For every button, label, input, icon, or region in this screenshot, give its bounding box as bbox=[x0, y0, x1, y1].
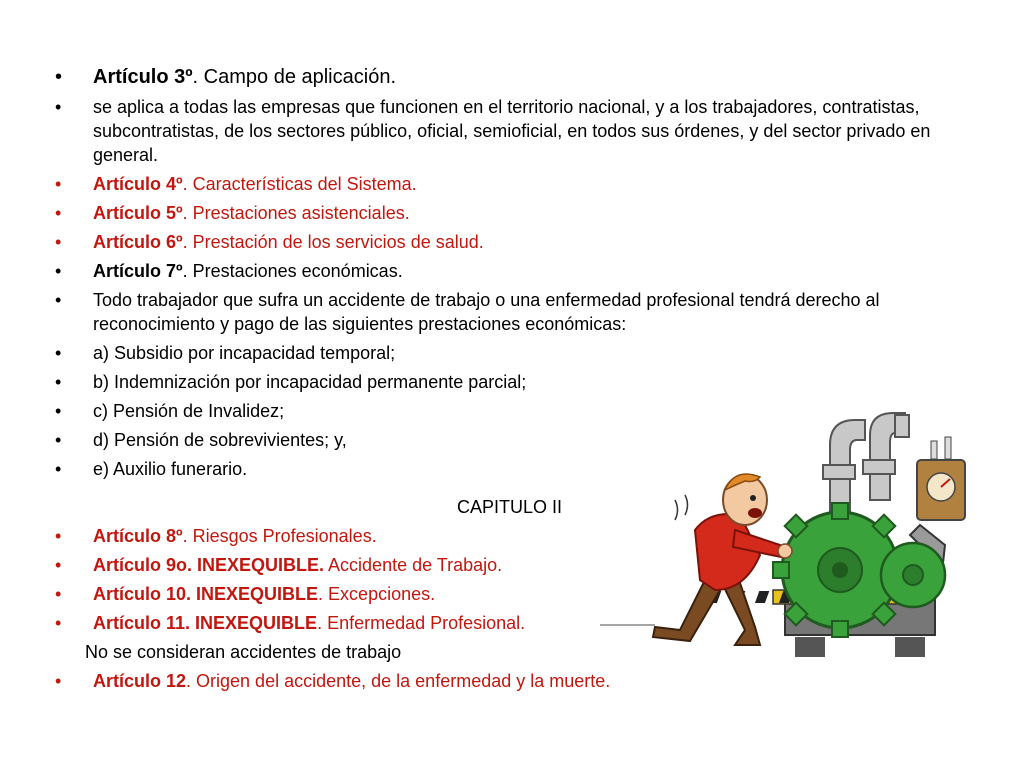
bullet-dot: • bbox=[55, 401, 62, 421]
bullet-item bbox=[55, 288, 975, 336]
item-text: . Campo de aplicación. bbox=[192, 66, 396, 88]
item-text: . Prestaciones económicas. bbox=[182, 261, 403, 281]
item-text: . Excepciones. bbox=[318, 584, 436, 604]
bullet-dot: • bbox=[55, 584, 62, 604]
bullet-dot: • bbox=[55, 261, 62, 281]
item-text: se aplica a todas las empresas que funcionen en el territorio nacional, y a los trabajadores, contratistas, subcontratistas, de los sectores público, oficial, semioficial, en todos sus órdenes, y del sector privado en general. bbox=[93, 97, 931, 165]
bullet-item bbox=[55, 669, 975, 693]
bullet-item bbox=[55, 201, 975, 225]
item-bold: Artículo 5º bbox=[93, 203, 183, 223]
item-text: a) Subsidio por incapacidad temporal; bbox=[93, 343, 396, 363]
chapter-heading: CAPITULO II bbox=[457, 497, 563, 517]
item-bold: Artículo 6º bbox=[93, 232, 183, 252]
bullet-item bbox=[55, 95, 975, 167]
item-text: . Enfermedad Profesional. bbox=[317, 613, 526, 633]
small-gear-icon bbox=[881, 543, 945, 607]
item-bold: Artículo 9o. INEXEQUIBLE. bbox=[93, 555, 325, 575]
item-bold: Artículo 8º bbox=[93, 526, 183, 546]
bullet-dot: • bbox=[55, 97, 62, 117]
worker-accident-illustration bbox=[595, 405, 990, 670]
bullet-dot: • bbox=[55, 290, 62, 310]
item-text: . Riesgos Profesionales. bbox=[182, 526, 377, 546]
item-bold: Artículo 4º bbox=[93, 174, 183, 194]
item-text: b) Indemnización por incapacidad permanente parcial; bbox=[93, 372, 527, 392]
bullet-dot: • bbox=[55, 459, 62, 479]
item-text: Accidente de Trabajo. bbox=[324, 555, 503, 575]
bullet-dot: • bbox=[55, 232, 62, 252]
bullet-item bbox=[55, 64, 975, 90]
item-bold: Artículo 3º bbox=[93, 66, 193, 88]
item-text: Todo trabajador que sufra un accidente de trabajo o una enfermedad profesional tendrá derecho al reconocimiento y pago de las siguientes prestaciones económicas: bbox=[93, 290, 880, 334]
item-text: . Prestaciones asistenciales. bbox=[182, 203, 410, 223]
bullet-dot: • bbox=[55, 203, 62, 223]
item-bold: Artículo 11. INEXEQUIBLE bbox=[93, 613, 318, 633]
bullet-dot: • bbox=[55, 343, 62, 363]
bullet-dot: • bbox=[55, 174, 62, 194]
gauge-box bbox=[917, 437, 965, 520]
item-bold: Artículo 7º bbox=[93, 261, 183, 281]
item-bold: Artículo 10. INEXEQUIBLE bbox=[93, 584, 319, 604]
item-text: . Prestación de los servicios de salud. bbox=[182, 232, 484, 252]
worker-figure bbox=[653, 474, 792, 645]
bullet-item bbox=[55, 370, 975, 394]
item-text: . Características del Sistema. bbox=[182, 174, 417, 194]
bullet-dot: • bbox=[55, 671, 62, 691]
item-text: c) Pensión de Invalidez; bbox=[93, 401, 285, 421]
bullet-item bbox=[55, 230, 975, 254]
bullet-dot: • bbox=[55, 613, 62, 633]
item-text: e) Auxilio funerario. bbox=[93, 459, 248, 479]
bullet-item bbox=[55, 259, 975, 283]
bullet-dot: • bbox=[55, 430, 62, 450]
bullet-dot: • bbox=[55, 372, 62, 392]
bullet-dot: • bbox=[55, 526, 62, 546]
bullet-dot: • bbox=[55, 555, 62, 575]
note-text: No se consideran accidentes de trabajo bbox=[85, 642, 402, 662]
bullet-item bbox=[55, 172, 975, 196]
item-text: . Origen del accidente, de la enfermedad y la muerte. bbox=[186, 671, 611, 691]
item-text: d) Pensión de sobrevivientes; y, bbox=[93, 430, 347, 450]
machine-pipes bbox=[823, 413, 909, 515]
bullet-item bbox=[55, 341, 975, 365]
bullet-dot: • bbox=[55, 66, 63, 88]
item-bold: Artículo 12 bbox=[93, 671, 187, 691]
